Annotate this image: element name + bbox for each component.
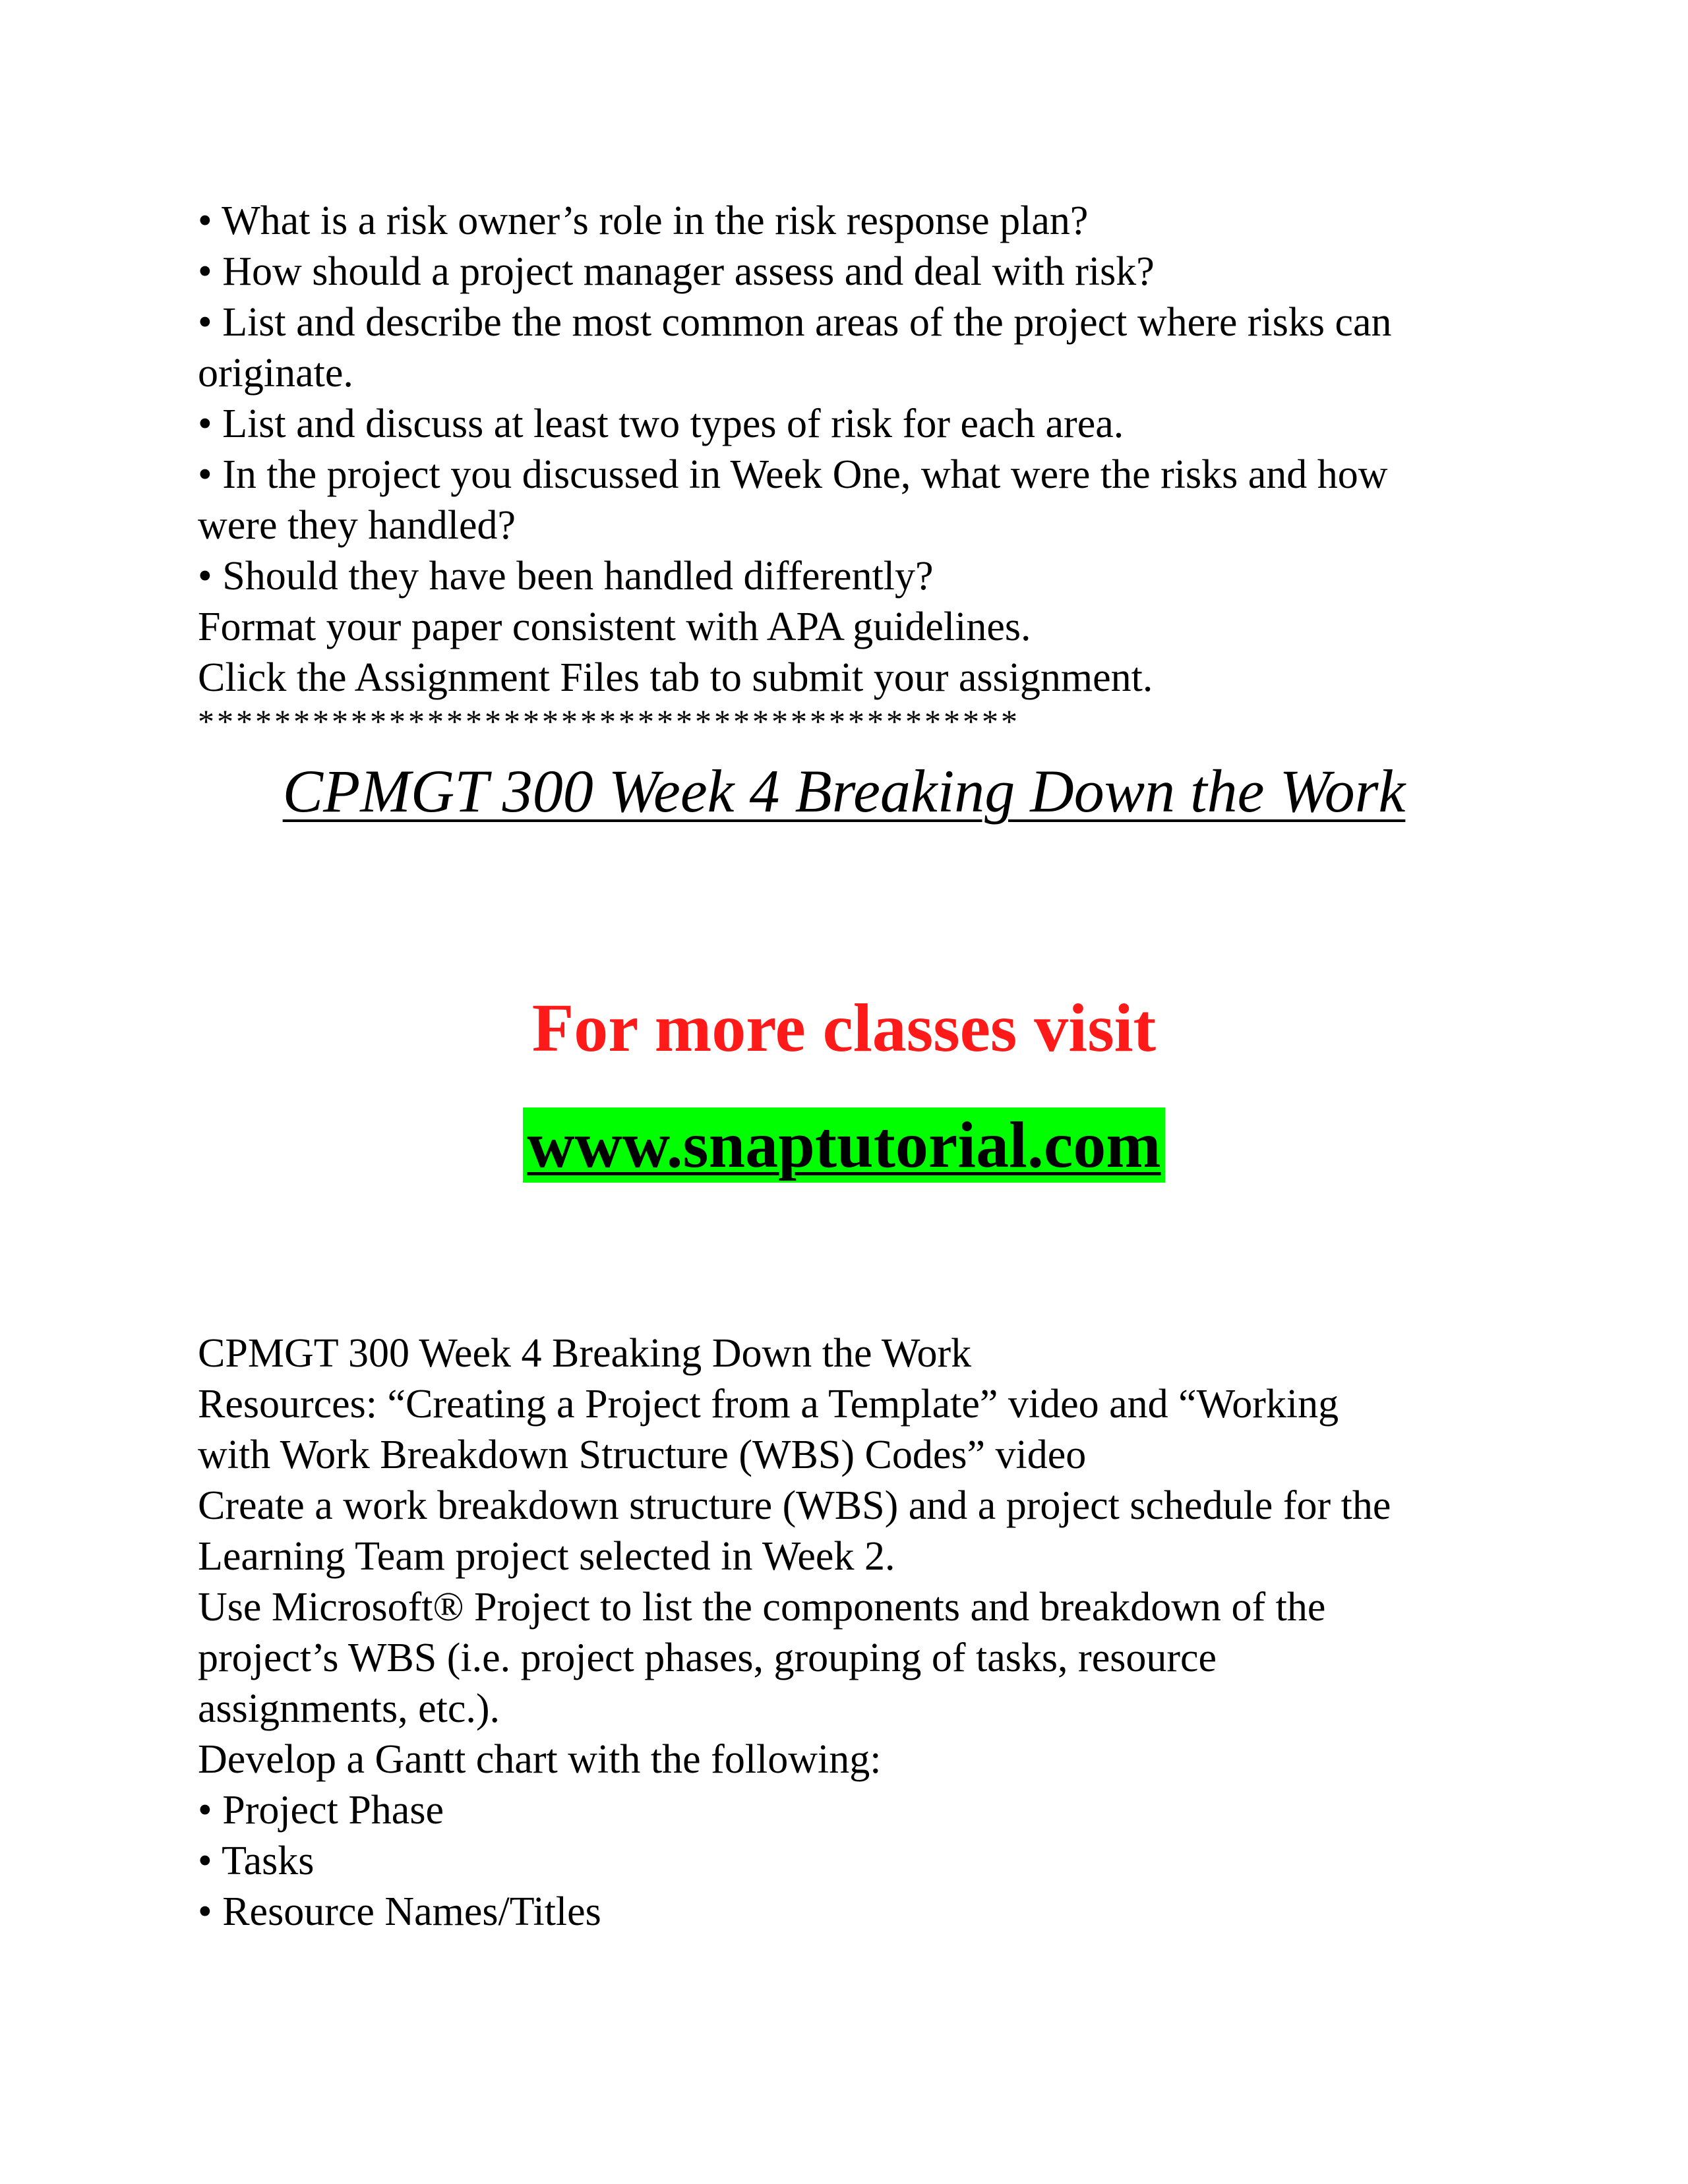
- question-line: • List and describe the most common areas of the project where risks can: [198, 300, 1392, 345]
- question-line: • What is a risk owner’s role in the risk response plan?: [198, 198, 1089, 243]
- question-line: • How should a project manager assess and deal with risk?: [198, 249, 1155, 294]
- description-line: Resources: “Creating a Project from a Template” video and “Working: [198, 1382, 1339, 1427]
- list-item: • Resource Names/Titles: [198, 1889, 601, 1934]
- format-instruction: Format your paper consistent with APA guidelines.: [198, 605, 1031, 649]
- snaptutorial-link[interactable]: www.snaptutorial.com: [523, 1107, 1164, 1183]
- description-line: Learning Team project selected in Week 2.: [198, 1534, 895, 1579]
- submit-instruction: Click the Assignment Files tab to submit your assignment.: [198, 655, 1153, 700]
- description-line: project’s WBS (i.e. project phases, grouping of tasks, resource: [198, 1636, 1217, 1680]
- description-line: CPMGT 300 Week 4 Breaking Down the Work: [198, 1331, 972, 1376]
- description-line: assignments, etc.).: [198, 1686, 500, 1731]
- separator-line: *******************************************: [198, 703, 1020, 740]
- question-line: were they handled?: [198, 503, 516, 548]
- assignment-description: [198, 1328, 1503, 1937]
- assignment-questions: [198, 196, 1503, 739]
- question-line: originate.: [198, 351, 353, 396]
- promo-heading: For more classes visit: [531, 990, 1157, 1066]
- description-line: with Work Breakdown Structure (WBS) Codes” video: [198, 1432, 1087, 1477]
- description-line: Develop a Gantt chart with the following:: [198, 1737, 882, 1782]
- list-item: • Tasks: [198, 1839, 315, 1883]
- description-line: Use Microsoft® Project to list the components and breakdown of the: [198, 1585, 1326, 1630]
- question-line: • In the project you discussed in Week One, what were the risks and how: [198, 452, 1388, 497]
- section-title: [0, 755, 1688, 827]
- list-item: • Project Phase: [198, 1788, 444, 1833]
- question-line: • List and discuss at least two types of risk for each area.: [198, 401, 1124, 446]
- section-title-text: CPMGT 300 Week 4 Breaking Down the Work: [282, 757, 1406, 825]
- question-line: • Should they have been handled differently?: [198, 554, 934, 599]
- promo-link-wrap: [0, 1107, 1688, 1183]
- description-line: Create a work breakdown structure (WBS) and a project schedule for the: [198, 1483, 1391, 1528]
